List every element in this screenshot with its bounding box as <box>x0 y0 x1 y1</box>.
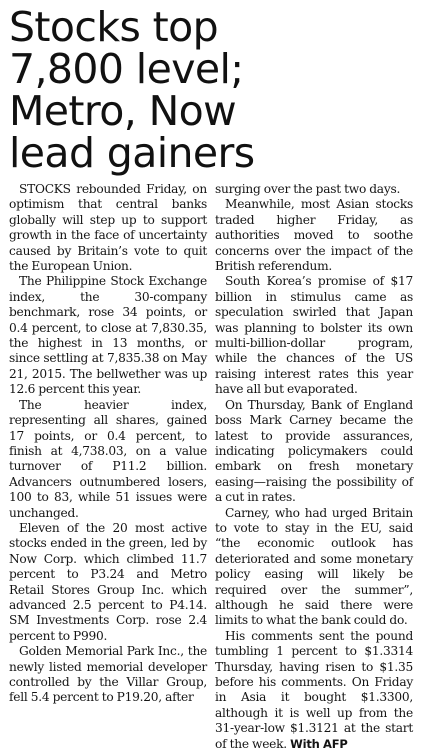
body-column-left <box>9 182 207 706</box>
final-paragraph-text: His comments sent the pound tumbling 1 percent to $1.3314 Thursday, having risen to $1.35 before his comments. On Friday in Asia it bought $1.3300, although it is well up from the 31-year-low $1.3121 at the start of the week. <box>215 628 413 751</box>
body-column-right <box>215 182 413 752</box>
body-paragraph: On Thursday, Bank of England boss Mark Carney became the latest to provide assurances, indicating policymakers could embark on fresh monetary easing—raising the possibility of a cut in rates. <box>215 397 413 505</box>
article-credit: With AFP <box>290 736 348 751</box>
headline-line: lead gainers <box>9 129 255 177</box>
article-body <box>9 182 413 752</box>
body-paragraph: The Philippine Stock Exchange index, the 30-company benchmark, rose 34 points, or 0.4 percent, to close at 7,830.35, the highest in 13 months, or since settling at 7,835.38 on May 21, 2015. The bellwether was up 12.6 percent this year. <box>9 274 207 397</box>
body-paragraph: South Korea’s promise of $17 billion in stimulus came as speculation swirled that Japan was planning to bolster its own multi-billion-dollar program, while the chances of the US raising interest rates this year have all but evaporated. <box>215 274 413 397</box>
body-paragraph: The heavier index, representing all shares, gained 17 points, or 0.4 percent, to finish at 4,738.03, on a value turnover of P11.2 billion. Advancers outnumbered losers, 100 to 83, while 51 issues were unchanged. <box>9 397 207 520</box>
body-paragraph: Meanwhile, most Asian stocks traded higher Friday, as authorities moved to soothe concerns over the impact of the British referendum. <box>215 197 413 274</box>
body-paragraph: Eleven of the 20 most active stocks ended in the green, led by Now Corp. which climbed 11.7 percent to P3.24 and Metro Retail Stores Group Inc. which advanced 2.5 percent to P4.14. SM Investments Corp. rose 2.4 percent to P990. <box>9 520 207 643</box>
body-paragraph: Carney, who had urged Britain to vote to stay in the EU, said “the economic outlook has deteriorated and some monetary policy easing will likely be required over the summer”, although he said there were limits to what the bank could do. <box>215 505 413 628</box>
body-paragraph-continued: surging over the past two days. <box>215 182 401 196</box>
headline-line: Metro, Now <box>9 87 237 135</box>
headline-line: 7,800 level; <box>9 45 244 93</box>
body-paragraph-final <box>215 629 413 752</box>
article-headline <box>9 3 413 177</box>
body-paragraph: Golden Memorial Park Inc., the newly listed memorial developer controlled by the Villar Group, fell 5.4 percent to P19.20, after <box>9 644 207 705</box>
headline-line: Stocks top <box>9 3 219 51</box>
body-paragraph: STOCKS rebounded Friday, on optimism that central banks globally will step up to support growth in the face of uncertainty caused by Britain’s vote to quit the European Union. <box>9 182 207 274</box>
